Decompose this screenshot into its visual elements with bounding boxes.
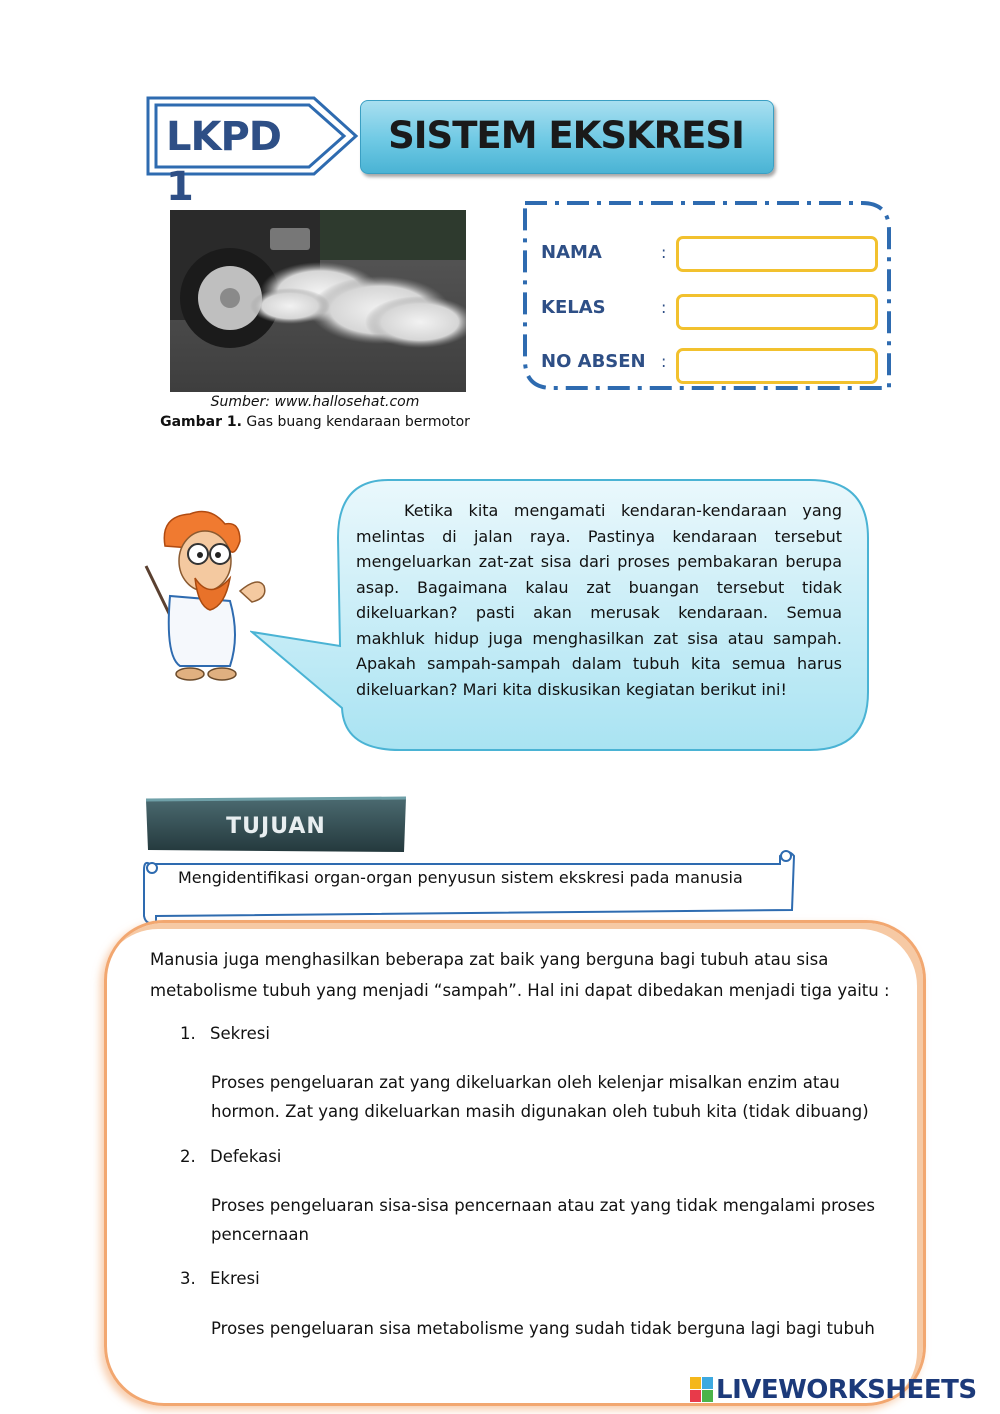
- exhaust-photo: [170, 210, 466, 392]
- item-2-number: 2.: [180, 1147, 196, 1166]
- item-2-description: Proses pengeluaran sisa-sisa pencernaan atau zat yang tidak mengalami proses pencernaan: [211, 1196, 875, 1244]
- lkpd-badge-label: LKPD 1: [166, 114, 282, 210]
- figure-source: Sumber: www.hallosehat.com: [210, 394, 420, 410]
- item-1-description: Proses pengeluaran zat yang dikeluarkan oleh kelenjar misalkan enzim atau hormon. Zat yang dikeluarkan masih digunakan oleh tubuh kita (tidak dibuang): [211, 1073, 869, 1121]
- identity-row-kelas: [541, 297, 666, 318]
- item-1-number: 1.: [180, 1024, 196, 1043]
- absen-input[interactable]: [676, 348, 878, 384]
- kelas-label: KELAS: [541, 297, 606, 318]
- content-intro: Manusia juga menghasilkan beberapa zat baik yang berguna bagi tubuh atau sisa metabolisme tubuh yang menjadi “sampah”. Hal ini dapat dibedakan menjadi tiga yaitu :: [150, 950, 890, 1000]
- tujuan-text: Mengidentifikasi organ-organ penyusun sistem ekskresi pada manusia: [178, 868, 743, 887]
- item-3-title: Ekresi: [210, 1269, 260, 1288]
- figure-label: Gambar 1.: [160, 414, 242, 430]
- list-item-1: [180, 1024, 270, 1043]
- item-3-number: 3.: [180, 1269, 196, 1288]
- kelas-input[interactable]: [676, 294, 878, 330]
- page-title: SISTEM EKSKRESI: [388, 114, 744, 157]
- nama-colon: :: [661, 243, 667, 262]
- absen-colon: :: [661, 352, 667, 371]
- speech-text: [356, 498, 842, 702]
- item-3-description: Proses pengeluaran sisa metabolisme yang sudah tidak berguna lagi bagi tubuh: [211, 1319, 875, 1338]
- kelas-colon: :: [661, 298, 667, 317]
- liveworksheets-logo-icon: [690, 1377, 714, 1403]
- absen-label: NO ABSEN: [541, 351, 646, 372]
- liveworksheets-brand[interactable]: LIVEWORKSHEETS: [716, 1375, 977, 1405]
- nama-input[interactable]: [676, 236, 878, 272]
- identity-row-absen: [541, 351, 666, 372]
- list-item-2: [180, 1147, 281, 1166]
- figure-caption: [140, 414, 490, 430]
- item-2-title: Defekasi: [210, 1147, 282, 1166]
- tujuan-title: TUJUAN: [226, 814, 326, 839]
- item-1-title: Sekresi: [210, 1024, 270, 1043]
- nama-label: NAMA: [541, 242, 602, 263]
- identity-row-nama: [541, 242, 666, 263]
- speech-text-content: Ketika kita mengamati kendaran-kendaraan yang melintas di jalan raya. Pastinya kendaraan tersebut mengeluarkan zat-zat sisa dari proses pembakaran berupa asap. Bagaimana kalau zat buangan tersebut tidak dikeluarkan? pasti akan merusak kendaraan. Semua makhluk hidup juga menghasilkan zat sisa atau sampah. Apakah sampah-sampah dalam tubuh kita semua harus dikeluarkan? Mari kita diskusikan kegiatan berikut ini!: [356, 501, 842, 699]
- car-exhaust-illustration: [170, 210, 466, 392]
- figure-caption-text: Gas buang kendaraan bermotor: [246, 414, 470, 430]
- list-item-3: [180, 1269, 260, 1288]
